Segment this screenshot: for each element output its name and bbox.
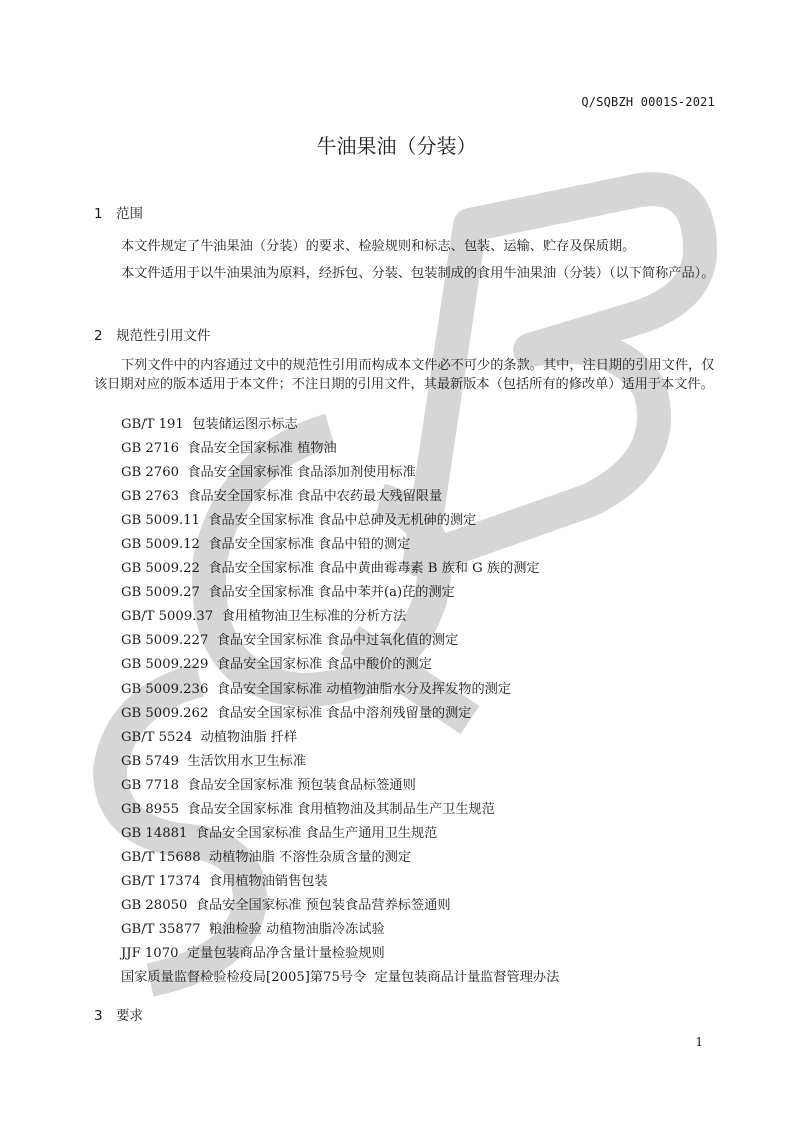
reference-list [121,413,559,990]
reference-item [121,557,559,581]
reference-code: GB/T 5009.37 [121,609,214,625]
page-number: 1 [695,1035,703,1049]
reference-item [121,870,559,894]
reference-title: 生活饮用水卫生标准 [187,753,307,769]
document-title: 牛油果油（分装） [316,134,477,158]
reference-code: GB/T 191 [121,417,184,432]
reference-title: 动植物油脂 不溶性杂质含量的测定 [209,849,412,865]
reference-code: GB 5009.27 [121,585,200,601]
reference-item [121,846,559,870]
section-1-heading [94,202,143,222]
reference-item [121,798,559,822]
reference-code: GB 5009.22 [121,561,200,577]
reference-title: 食品安全国家标准 食品中农药最大残留限量 [187,489,443,505]
reference-item [121,966,559,990]
reference-item [121,822,559,846]
reference-title: 包装储运图示标志 [192,417,298,432]
reference-code: GB 14881 [121,825,188,841]
reference-item [121,702,559,726]
reference-title: 粮油检验 动植物油脂冷冻试验 [209,921,385,937]
reference-item [121,750,559,774]
reference-code: GB 8955 [121,801,179,817]
reference-item [121,413,559,437]
reference-title: 定量包装商品计量监督管理办法 [374,970,560,986]
reference-item [121,653,559,677]
section-2-heading [94,324,211,344]
reference-title: 食品安全国家标准 食品中黄曲霉毒素 B 族和 G 族的测定 [208,561,540,577]
reference-item [121,437,559,461]
reference-code: GB 5009.229 [121,657,209,673]
section-2-paragraph-1: 下列文件中的内容通过文中的规范性引用而构成本文件必不可少的条款。其中，注日期的引用文件，仅该日期对应的版本适用于本文件；不注日期的引用文件，其最新版本（包括所有的修改单）适用于本文件。 [94,358,715,392]
reference-code: GB 5009.11 [121,513,200,529]
reference-item [121,678,559,702]
reference-item [121,774,559,798]
reference-item [121,581,559,605]
reference-code: GB 2760 [121,465,179,481]
reference-title: 食品安全国家标准 食品中过氧化值的测定 [216,633,459,649]
reference-title: 食品安全国家标准 食品中铅的测定 [208,537,411,553]
reference-code: GB 2716 [121,441,179,457]
reference-item [121,509,559,533]
reference-item [121,605,559,629]
reference-title: 定量包装商品净含量计量检验规则 [186,946,385,962]
reference-code: GB/T 35877 [121,921,201,937]
reference-code: GB 7718 [121,777,179,793]
reference-code: GB 5009.236 [121,681,209,697]
reference-title: 食品安全国家标准 食品中苯并(a)芘的测定 [208,585,455,601]
reference-title: 食品安全国家标准 食品中溶剂残留量的测定 [216,705,472,721]
reference-title: 食用植物油卫生标准的分析方法 [221,609,407,625]
section-title: 要求 [116,1008,143,1024]
reference-title: 动植物油脂 扦样 [200,729,298,745]
reference-title: 食品安全国家标准 食品中酸价的测定 [216,657,432,673]
reference-title: 食品安全国家标准 食品生产通用卫生规范 [195,825,438,841]
reference-title: 食品安全国家标准 植物油 [187,441,337,457]
reference-code: GB/T 15688 [121,849,201,865]
reference-item [121,629,559,653]
reference-code: GB 5009.262 [121,705,209,721]
reference-title: 食品安全国家标准 预包装食品营养标签通则 [195,897,451,913]
reference-code: GB 5009.227 [121,633,209,649]
reference-title: 食品安全国家标准 食品中总砷及无机砷的测定 [208,513,477,529]
section-1-paragraph-1: 本文件规定了牛油果油（分装）的要求、检验规则和标志、包装、运输、贮存及保质期。 [121,239,636,254]
reference-item [121,485,559,509]
section-number: 2 [94,328,103,344]
reference-code: GB 28050 [121,897,188,913]
reference-item [121,942,559,966]
reference-item [121,894,559,918]
reference-code: JJF 1070 [121,946,179,962]
reference-code: GB 5749 [121,753,179,769]
section-title: 规范性引用文件 [116,328,211,344]
section-number: 3 [94,1008,103,1024]
reference-title: 食品安全国家标准 动植物油脂水分及挥发物的测定 [216,681,512,697]
section-number: 1 [94,206,103,222]
reference-code: GB/T 5524 [121,729,193,745]
section-3-heading [94,1004,143,1024]
reference-title: 食品安全国家标准 食品添加剂使用标准 [187,465,416,481]
section-title: 范围 [116,206,143,222]
reference-code: GB/T 17374 [121,873,201,889]
reference-title: 食用植物油销售包装 [209,873,328,889]
reference-item [121,726,559,750]
reference-title: 食品安全国家标准 预包装食品标签通则 [187,777,416,793]
reference-code: 国家质量监督检验检疫局[2005]第75号令 [121,970,367,986]
reference-code: GB 5009.12 [121,537,200,553]
reference-item [121,533,559,557]
reference-title: 食品安全国家标准 食用植物油及其制品生产卫生规范 [187,801,495,817]
reference-item [121,461,559,485]
standard-code: Q/SQBZH 0001S-2021 [581,95,715,109]
reference-code: GB 2763 [121,489,179,505]
section-1-paragraph-2: 本文件适用于以牛油果油为原料，经拆包、分装、包装制成的食用牛油果油（分装）（以下简称产品）。 [121,266,715,281]
reference-item [121,918,559,942]
